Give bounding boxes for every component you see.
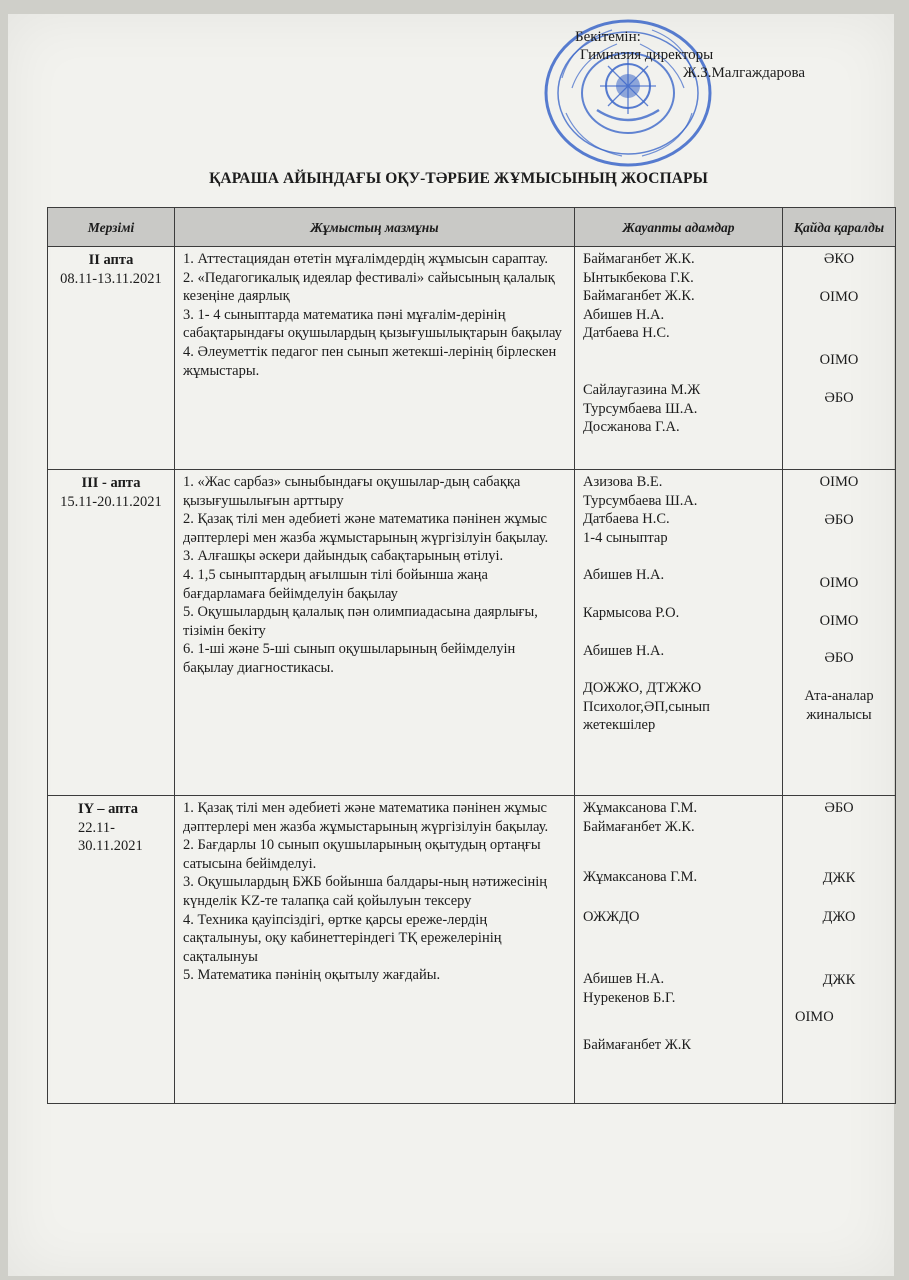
where-value: ДЖК <box>822 971 856 988</box>
list-item: 2. «Педагогикалық идеялар фестивалі» сайысының қалалық кезеңіне даярлық <box>183 269 555 305</box>
table-row <box>48 247 896 470</box>
person-name: Жұмаксанова Г.М. <box>583 800 698 816</box>
person-name: Датбаева Н.С. <box>583 325 670 342</box>
header-term: Мерзімі <box>48 208 175 247</box>
list-item: 5. Математика пәнінің оқытылу жағдайы. <box>183 967 441 984</box>
list-item: 3. Оқушылардың БЖБ бойынша балдары-ның нәтижесінің күнделік KZ-те талапқа сай қойылуын тексеру <box>183 874 548 909</box>
document-title: ҚАРАША АЙЫНДАҒЫ ОҚУ-ТӘРБИЕ ЖҰМЫСЫНЫҢ ЖОСПАРЫ <box>209 170 708 187</box>
list-item: 4. Әлеуметтік педагог пен сынып жетекші-лерінің бірлескен жұмыстары. <box>183 343 557 379</box>
person-name: Азизова В.Е. <box>583 474 663 490</box>
table-row <box>48 470 896 796</box>
person-name: Сайлаугазина М.Ж <box>583 381 701 398</box>
week-label: II апта <box>88 252 134 268</box>
person-name: Абишев Н.А. <box>583 567 665 584</box>
approval-signer: Ж.З.Малгаждарова <box>683 65 806 81</box>
responsible-cell <box>575 470 783 796</box>
list-item: 2. Бағдарлы 10 сынып оқушыларының оқытудың ортаңғы сатысына бейімделуі. <box>183 837 541 872</box>
person-name: Абишев Н.А. <box>583 642 665 659</box>
where-cell <box>783 470 896 796</box>
where-value: ДЖК <box>822 869 856 886</box>
list-item: 3. 1- 4 сыныптарда математика пәні мұғалім-дерінің сабақтарындағы оқушылардың қызығушылықтарын бақылау <box>183 306 562 342</box>
approval-line-2: Гимназия директоры <box>580 47 714 63</box>
person-name: 1-4 сыныптар <box>583 529 668 546</box>
term-cell <box>48 796 175 1104</box>
person-name: Кармысова Р.О. <box>583 604 680 621</box>
date-range: 08.11-13.11.2021 <box>60 270 162 287</box>
content-cell <box>175 247 575 470</box>
list-item: 3. Алғашқы әскери дайындық сабақтарының өтілуі. <box>183 548 504 565</box>
person-name: Турсумбаева Ш.А. <box>583 400 698 417</box>
person-name: Баймағанбет Ж.К. <box>583 818 695 835</box>
person-name: Абишев Н.А. <box>583 971 665 988</box>
where-value: ОІМО <box>819 612 859 629</box>
where-value: ОІМО <box>819 288 859 305</box>
approval-line-1: Бекітемін: <box>575 29 641 45</box>
where-value: ӘКО <box>823 251 855 267</box>
person-name: Баймаганбет Ж.К. <box>583 288 695 305</box>
person-name: ДОЖЖО, ДТЖЖО <box>583 680 702 697</box>
where-value: Ата-аналар жиналысы <box>804 687 874 723</box>
list-item: 5. Оқушылардың қалалық пән олимпиадасына даярлығы, тізімін бекіту <box>183 604 538 639</box>
where-value: ОІМО <box>819 474 859 490</box>
where-cell <box>783 247 896 470</box>
person-name: Датбаева Н.С. <box>583 511 670 528</box>
where-value: ОІМО <box>819 575 859 592</box>
list-item: 1. Аттестациядан өтетін мұғалімдердің жұмысын сараптау. <box>183 251 548 267</box>
list-item: 4. 1,5 сыныптардың ағылшын тілі бойынша жаңа бағдарламаға бейімделуін бақылау <box>183 566 488 602</box>
where-value: ДЖО <box>822 909 856 926</box>
responsible-cell <box>575 247 783 470</box>
where-value: ӘБО <box>824 800 854 816</box>
person-name: Баймаганбет Ж.К. <box>583 251 695 267</box>
header-where: Қайда қаралды <box>783 208 896 247</box>
where-value: ӘБО <box>824 511 854 528</box>
person-name: Досжанова Г.А. <box>583 419 680 436</box>
person-name: Жұмаксанова Г.М. <box>583 869 698 886</box>
person-name: Турсумбаева Ш.А. <box>583 492 698 509</box>
person-name: ОЖЖДО <box>583 908 640 925</box>
person-name: Баймағанбет Ж.К <box>583 1036 692 1053</box>
list-item: 2. Қазақ тілі мен әдебиеті және математика пәнінен жұмыс дәптерлері мен жазба жұмыстарының жүргізілуін бақылау. <box>183 511 549 546</box>
where-value: ОІМО <box>795 1009 834 1026</box>
date-range: 22.11-30.11.2021 <box>78 819 143 855</box>
table-header-row <box>48 208 896 247</box>
where-value: ОІМО <box>819 352 859 369</box>
week-label: IY – апта <box>78 801 139 817</box>
list-item: 6. 1-ші және 5-ші сынып оқушыларының бейімделуін бақылау диагностикасы. <box>183 641 516 676</box>
term-cell <box>48 247 175 470</box>
person-name: Абишев Н.А. <box>583 306 665 323</box>
list-item: 1. Қазақ тілі мен әдебиеті және математика пәнінен жұмыс дәптерлері мен жазба жұмыстарының жүргізілуін бақылау. <box>183 800 549 835</box>
list-item: 4. Техника қауіпсіздігі, өртке қарсы ереже-лердің сақталынуы, оқу кабинеттеріндегі ТҚ ережелерінің сақталынуы <box>183 911 502 965</box>
responsible-cell <box>575 796 783 1104</box>
list-item: 1. «Жас сарбаз» сыныбындағы оқушылар-дың сабаққа қызығушылығын арттыру <box>183 474 521 509</box>
header-responsible: Жауапты адамдар <box>575 208 783 247</box>
table-row <box>48 796 896 1104</box>
plan-table <box>47 207 896 1104</box>
where-cell <box>783 796 896 1104</box>
where-value: ӘБО <box>824 650 854 667</box>
content-cell <box>175 470 575 796</box>
where-value: ӘБО <box>824 389 854 406</box>
week-label: III - апта <box>81 475 141 491</box>
header-content: Жұмыстың мазмұны <box>175 208 575 247</box>
person-name: Психолог,ӘП,сынып жетекшілер <box>583 698 710 734</box>
date-range: 15.11-20.11.2021 <box>60 493 162 510</box>
person-name: Нурекенов Б.Г. <box>583 989 676 1006</box>
term-cell <box>48 470 175 796</box>
content-cell <box>175 796 575 1104</box>
person-name: Ынтыкбекова Г.К. <box>583 269 694 286</box>
